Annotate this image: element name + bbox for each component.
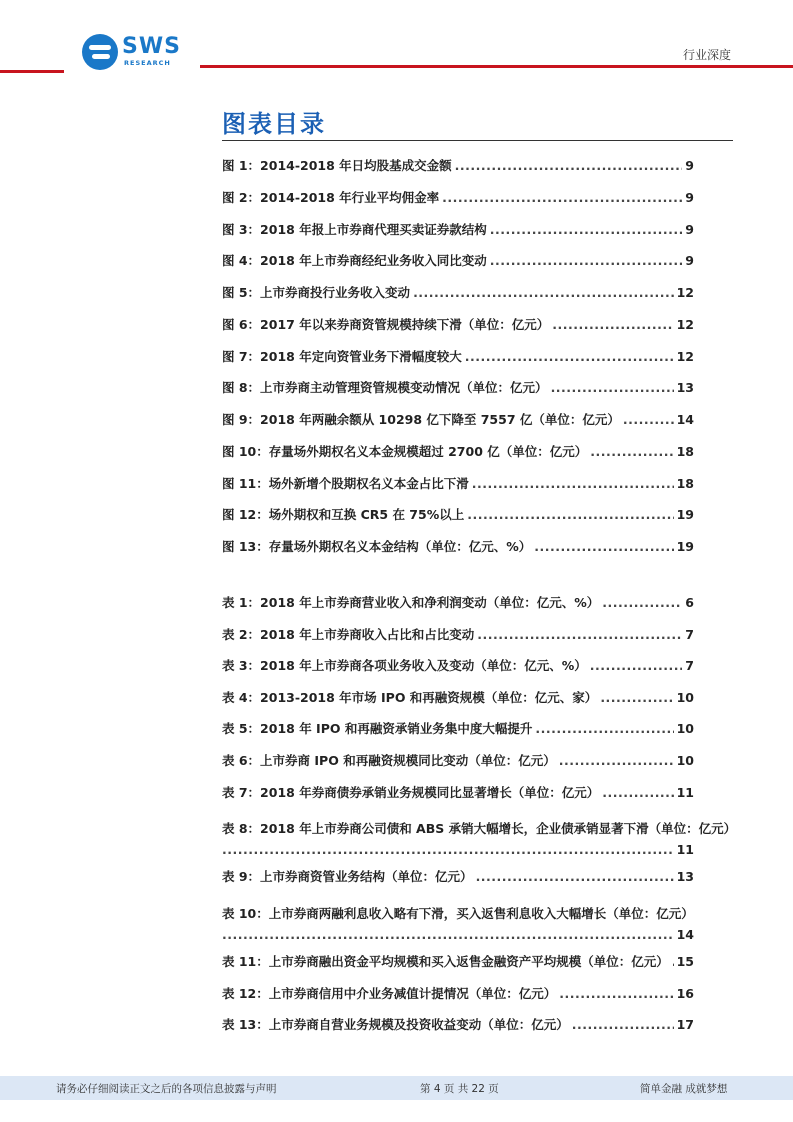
figure-toc-entry[interactable] — [222, 507, 694, 523]
toc-entry-label: 图 1：2014-2018 年日均股基成交金额 — [222, 158, 452, 173]
toc-entry-label: 图 9：2018 年两融余额从 10298 亿下降至 7557 亿（单位：亿元） — [222, 412, 620, 427]
table-toc-entry[interactable] — [222, 595, 694, 611]
toc-entry-page: 18 — [676, 475, 694, 491]
toc-entry-label: 图 11：场外新增个股期权名义本金占比下滑 — [222, 475, 469, 491]
toc-leader-dots — [222, 842, 674, 858]
toc-leader-dots — [551, 380, 674, 396]
figure-toc-entry[interactable] — [222, 380, 694, 396]
toc-leader-dots — [559, 753, 674, 769]
toc-leader-dots — [590, 444, 673, 460]
figure-toc-entry[interactable] — [222, 158, 694, 174]
footer-page-info: 第 4 页 共 22 页 — [420, 1083, 499, 1095]
toc-entry-page: 10 — [676, 753, 694, 768]
toc-entry-page: 19 — [676, 539, 694, 554]
table-toc-entry[interactable] — [222, 869, 694, 885]
toc-entry-label: 表 3：2018 年上市券商各项业务收入及变动（单位：亿元、%） — [222, 658, 587, 673]
toc-entry-label: 图 5：上市券商投行业务收入变动 — [222, 285, 411, 300]
toc-entry-page: 12 — [676, 316, 694, 332]
toc-leader-dots — [222, 927, 674, 943]
figure-toc-entry[interactable] — [222, 253, 694, 269]
figure-toc-entry[interactable] — [222, 317, 694, 333]
toc-leader-dots — [472, 476, 674, 492]
header-divider — [200, 65, 793, 68]
toc-entry-label: 表 2：2018 年上市券商收入占比和占比变动 — [222, 627, 475, 642]
toc-leader-dots — [535, 721, 673, 737]
toc-entry-label: 表 1：2018 年上市券商营业收入和净利润变动（单位：亿元、%） — [222, 595, 600, 610]
toc-leader-dots — [602, 785, 673, 801]
toc-leader-dots — [465, 349, 674, 365]
toc-entry-page: 9 — [685, 221, 694, 237]
toc-leader-dots — [672, 954, 674, 970]
toc-entry-label: 图 10：存量场外期权名义本金规模超过 2700 亿（单位：亿元） — [222, 443, 588, 459]
toc-entry-page: 15 — [676, 954, 694, 969]
toc-entry-label: 图 8：上市券商主动管理资管规模变动情况（单位：亿元） — [222, 380, 548, 396]
toc-entry-label: 表 8：2018 年上市券商公司债和 ABS 承销大幅增长，企业债承销显著下滑（单位：亿元） — [222, 821, 737, 836]
toc-entry-label: 表 13：上市券商自营业务规模及投资收益变动（单位：亿元） — [222, 1017, 569, 1032]
toc-entry-label: 表 11：上市券商融出资金平均规模和买入返售金融资产平均规模（单位：亿元） — [222, 954, 669, 969]
toc-leader-dots — [467, 507, 673, 523]
table-toc-entry[interactable] — [222, 901, 733, 943]
table-toc-entry[interactable] — [222, 986, 694, 1002]
toc-entry-page: 11 — [676, 785, 694, 800]
figure-toc-entry[interactable] — [222, 222, 694, 238]
toc-entry-page: 19 — [676, 507, 694, 523]
toc-leader-dots — [442, 190, 682, 206]
figure-toc-entry[interactable] — [222, 476, 694, 492]
toc-leader-dots — [490, 222, 683, 238]
toc-leader-dots — [534, 539, 673, 555]
toc-leader-dots — [476, 869, 674, 885]
toc-entry-page: 17 — [676, 1017, 694, 1032]
table-toc-entry[interactable] — [222, 721, 694, 737]
toc-entry-label: 图 3：2018 年报上市券商代理买卖证券款结构 — [222, 221, 487, 237]
toc-entry-label: 图 4：2018 年上市券商经纪业务收入同比变动 — [222, 253, 487, 269]
report-type-tag: 行业深度 — [682, 48, 731, 62]
toc-leader-dots — [559, 986, 673, 1002]
toc-leader-dots — [455, 158, 683, 174]
toc-leader-dots — [490, 253, 683, 269]
toc-leader-dots — [413, 285, 674, 301]
footer-disclaimer: 请务必仔细阅读正文之后的各项信息披露与声明 — [56, 1083, 277, 1095]
table-toc-entry[interactable] — [222, 1017, 694, 1033]
toc-entry-page: 13 — [676, 380, 694, 396]
toc-entry-label: 表 9：上市券商资管业务结构（单位：亿元） — [222, 869, 473, 884]
figure-toc-entry[interactable] — [222, 349, 694, 365]
table-toc-entry[interactable] — [222, 816, 737, 858]
toc-entry-page: 9 — [685, 158, 694, 173]
toc-entry-label: 表 6：上市券商 IPO 和再融资规模同比变动（单位：亿元） — [222, 753, 556, 768]
toc-entry-page: 11 — [676, 842, 694, 857]
page-title: 图表目录 — [222, 110, 326, 138]
figure-toc-entry[interactable] — [222, 190, 694, 206]
toc-entry-page: 9 — [685, 189, 694, 205]
toc-entry-label: 图 13：存量场外期权名义本金结构（单位：亿元、%） — [222, 539, 532, 554]
toc-leader-dots — [477, 627, 682, 643]
header-divider-accent — [0, 70, 64, 73]
toc-entry-page: 10 — [676, 721, 694, 736]
title-divider — [222, 140, 733, 141]
table-toc-entry[interactable] — [222, 627, 694, 643]
toc-entry-label: 表 4：2013-2018 年市场 IPO 和再融资规模（单位：亿元、家） — [222, 690, 598, 705]
logo-mark-icon — [82, 34, 118, 70]
toc-leader-dots — [602, 595, 682, 611]
figure-toc-entry[interactable] — [222, 285, 694, 301]
toc-leader-dots — [572, 1017, 674, 1033]
toc-entry-label: 表 5：2018 年 IPO 和再融资承销业务集中度大幅提升 — [222, 721, 533, 736]
toc-entry-page: 18 — [676, 443, 694, 459]
toc-entry-label: 图 12：场外期权和互换 CR5 在 75%以上 — [222, 507, 465, 523]
table-toc-entry[interactable] — [222, 658, 694, 674]
sws-logo — [82, 34, 192, 70]
toc-entry-page: 9 — [685, 253, 694, 269]
page-footer — [0, 1076, 793, 1100]
table-toc-entry[interactable] — [222, 753, 694, 769]
logo-text: SWS — [122, 34, 181, 59]
toc-entry-page: 7 — [685, 627, 694, 642]
toc-entry-label: 图 2：2014-2018 年行业平均佣金率 — [222, 189, 440, 205]
footer-slogan: 简单金融 成就梦想 — [640, 1083, 728, 1095]
toc-entry-page: 16 — [676, 986, 694, 1001]
toc-entry-page: 12 — [676, 285, 694, 300]
toc-entry-label: 表 10：上市券商两融利息收入略有下滑，买入返售利息收入大幅增长（单位：亿元） — [222, 906, 694, 921]
table-toc-entry[interactable] — [222, 690, 694, 706]
toc-entry-label: 表 7：2018 年券商债券承销业务规模同比显著增长（单位：亿元） — [222, 785, 600, 800]
toc-leader-dots — [600, 690, 673, 706]
toc-leader-dots — [590, 658, 683, 674]
toc-entry-page: 14 — [676, 412, 694, 427]
table-toc-entry[interactable] — [222, 785, 694, 801]
toc-entry-label: 表 12：上市券商信用中介业务减值计提情况（单位：亿元） — [222, 986, 557, 1001]
toc-entry-page: 13 — [676, 869, 694, 884]
figure-toc-entry[interactable] — [222, 539, 694, 555]
toc-entry-page: 12 — [676, 348, 694, 364]
toc-leader-dots — [623, 412, 674, 428]
toc-entry-label: 图 6：2017 年以来券商资管规模持续下滑（单位：亿元） — [222, 316, 550, 332]
toc-entry-label: 图 7：2018 年定向资管业务下滑幅度较大 — [222, 348, 462, 364]
figure-toc-entry[interactable] — [222, 444, 694, 460]
toc-entry-page: 7 — [685, 658, 694, 673]
toc-leader-dots — [552, 317, 673, 333]
toc-entry-page: 6 — [685, 595, 694, 610]
toc-entry-page: 14 — [676, 927, 694, 942]
page-header — [0, 0, 793, 80]
toc-entry-page: 10 — [676, 690, 694, 705]
logo-subtext: RESEARCH — [124, 59, 171, 67]
figure-toc-entry[interactable] — [222, 412, 694, 428]
table-toc-entry[interactable] — [222, 954, 694, 970]
